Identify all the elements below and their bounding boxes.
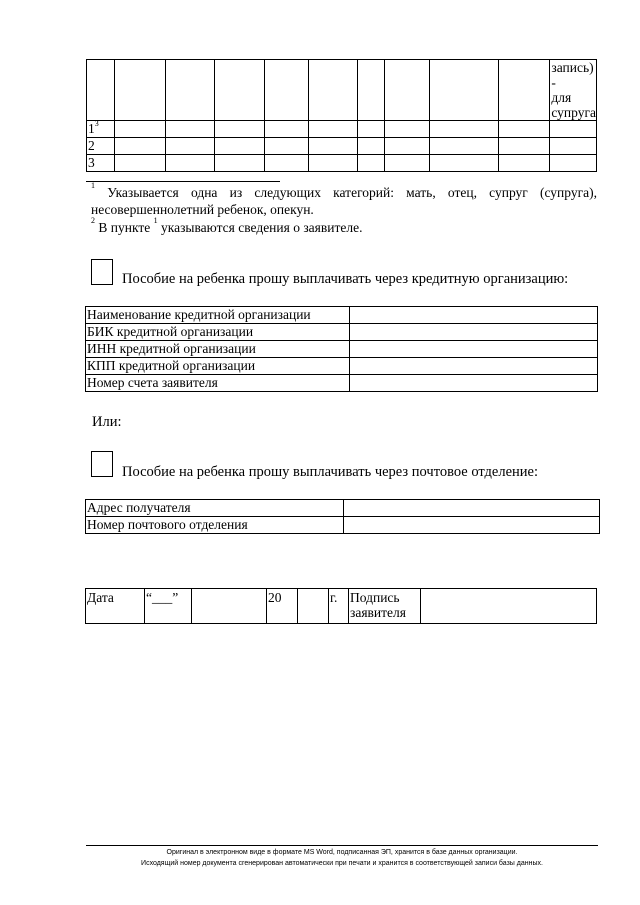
- signature-label: Подпись заявителя: [349, 589, 421, 624]
- kpp-field[interactable]: [350, 358, 598, 375]
- account-number-field[interactable]: [350, 375, 598, 392]
- kpp-label: КПП кредитной организации: [86, 358, 350, 375]
- year-suffix: г.: [329, 589, 349, 624]
- signature-field[interactable]: [421, 589, 597, 624]
- post-details-table: [85, 499, 600, 534]
- inn-label: ИНН кредитной организации: [86, 341, 350, 358]
- row-number[interactable]: 3: [87, 155, 115, 172]
- post-office-number-label: Номер почтового отделения: [86, 517, 344, 534]
- table-row: [86, 307, 598, 324]
- footnote-1: $^1$ Указывается одна из следующих категорий: мать, отец, супруг (супруга), несовершеннолетний ребенок, опекун.: [91, 180, 598, 217]
- bank-name-field[interactable]: [350, 307, 598, 324]
- bik-field[interactable]: [350, 324, 598, 341]
- table-row: [86, 517, 600, 534]
- table-row: [86, 358, 598, 375]
- post-office-number-field[interactable]: [344, 517, 600, 534]
- table-row: [87, 121, 597, 138]
- month-field[interactable]: [192, 589, 267, 624]
- storage-note-line-1: Оригинал в электронном виде в формате MS Word, подписанная ЭП, хранится в базе данных организации.: [166, 849, 518, 856]
- inn-field[interactable]: [350, 341, 598, 358]
- table-row: [86, 589, 597, 624]
- post-option-label: Пособие на ребенка прошу выплачивать через почтовое отделение:: [122, 464, 538, 480]
- post-option-checkbox[interactable]: [91, 451, 113, 477]
- table-row: [87, 60, 597, 121]
- table-row: [86, 375, 598, 392]
- recipient-address-field[interactable]: [344, 500, 600, 517]
- year-field[interactable]: [298, 589, 329, 624]
- table-row: [87, 155, 597, 172]
- year-prefix: 20: [267, 589, 298, 624]
- bank-details-table: [85, 306, 598, 392]
- family-members-table: [86, 59, 597, 172]
- table-row: [87, 138, 597, 155]
- row-number[interactable]: $1^3$: [87, 121, 115, 138]
- day-field[interactable]: “___”: [145, 589, 192, 624]
- table-row: [86, 500, 600, 517]
- footnote-2: $^2$ В пункте $^1$ указываются сведения о заявителе.: [91, 215, 363, 235]
- footnote-divider: [86, 181, 280, 182]
- table-cell-continued-header: запись) - для супруга: [551, 60, 596, 120]
- table-row: [86, 324, 598, 341]
- bank-name-label: Наименование кредитной организации: [86, 307, 350, 324]
- storage-note-line-2: Исходящий номер документа сгенерирован автоматически при печати и хранится в соответствующей записи базы данных.: [141, 860, 543, 867]
- bik-label: БИК кредитной организации: [86, 324, 350, 341]
- bottom-divider: [86, 845, 598, 846]
- bank-option-checkbox[interactable]: [91, 259, 113, 285]
- bank-option-label: Пособие на ребенка прошу выплачивать через кредитную организацию:: [122, 271, 569, 287]
- table-row: [86, 341, 598, 358]
- recipient-address-label: Адрес получателя: [86, 500, 344, 517]
- account-number-label: Номер счета заявителя: [86, 375, 350, 392]
- row-number[interactable]: 2: [87, 138, 115, 155]
- date-label: Дата: [86, 589, 145, 624]
- signature-table: [85, 588, 597, 624]
- or-text: Или:: [92, 414, 122, 430]
